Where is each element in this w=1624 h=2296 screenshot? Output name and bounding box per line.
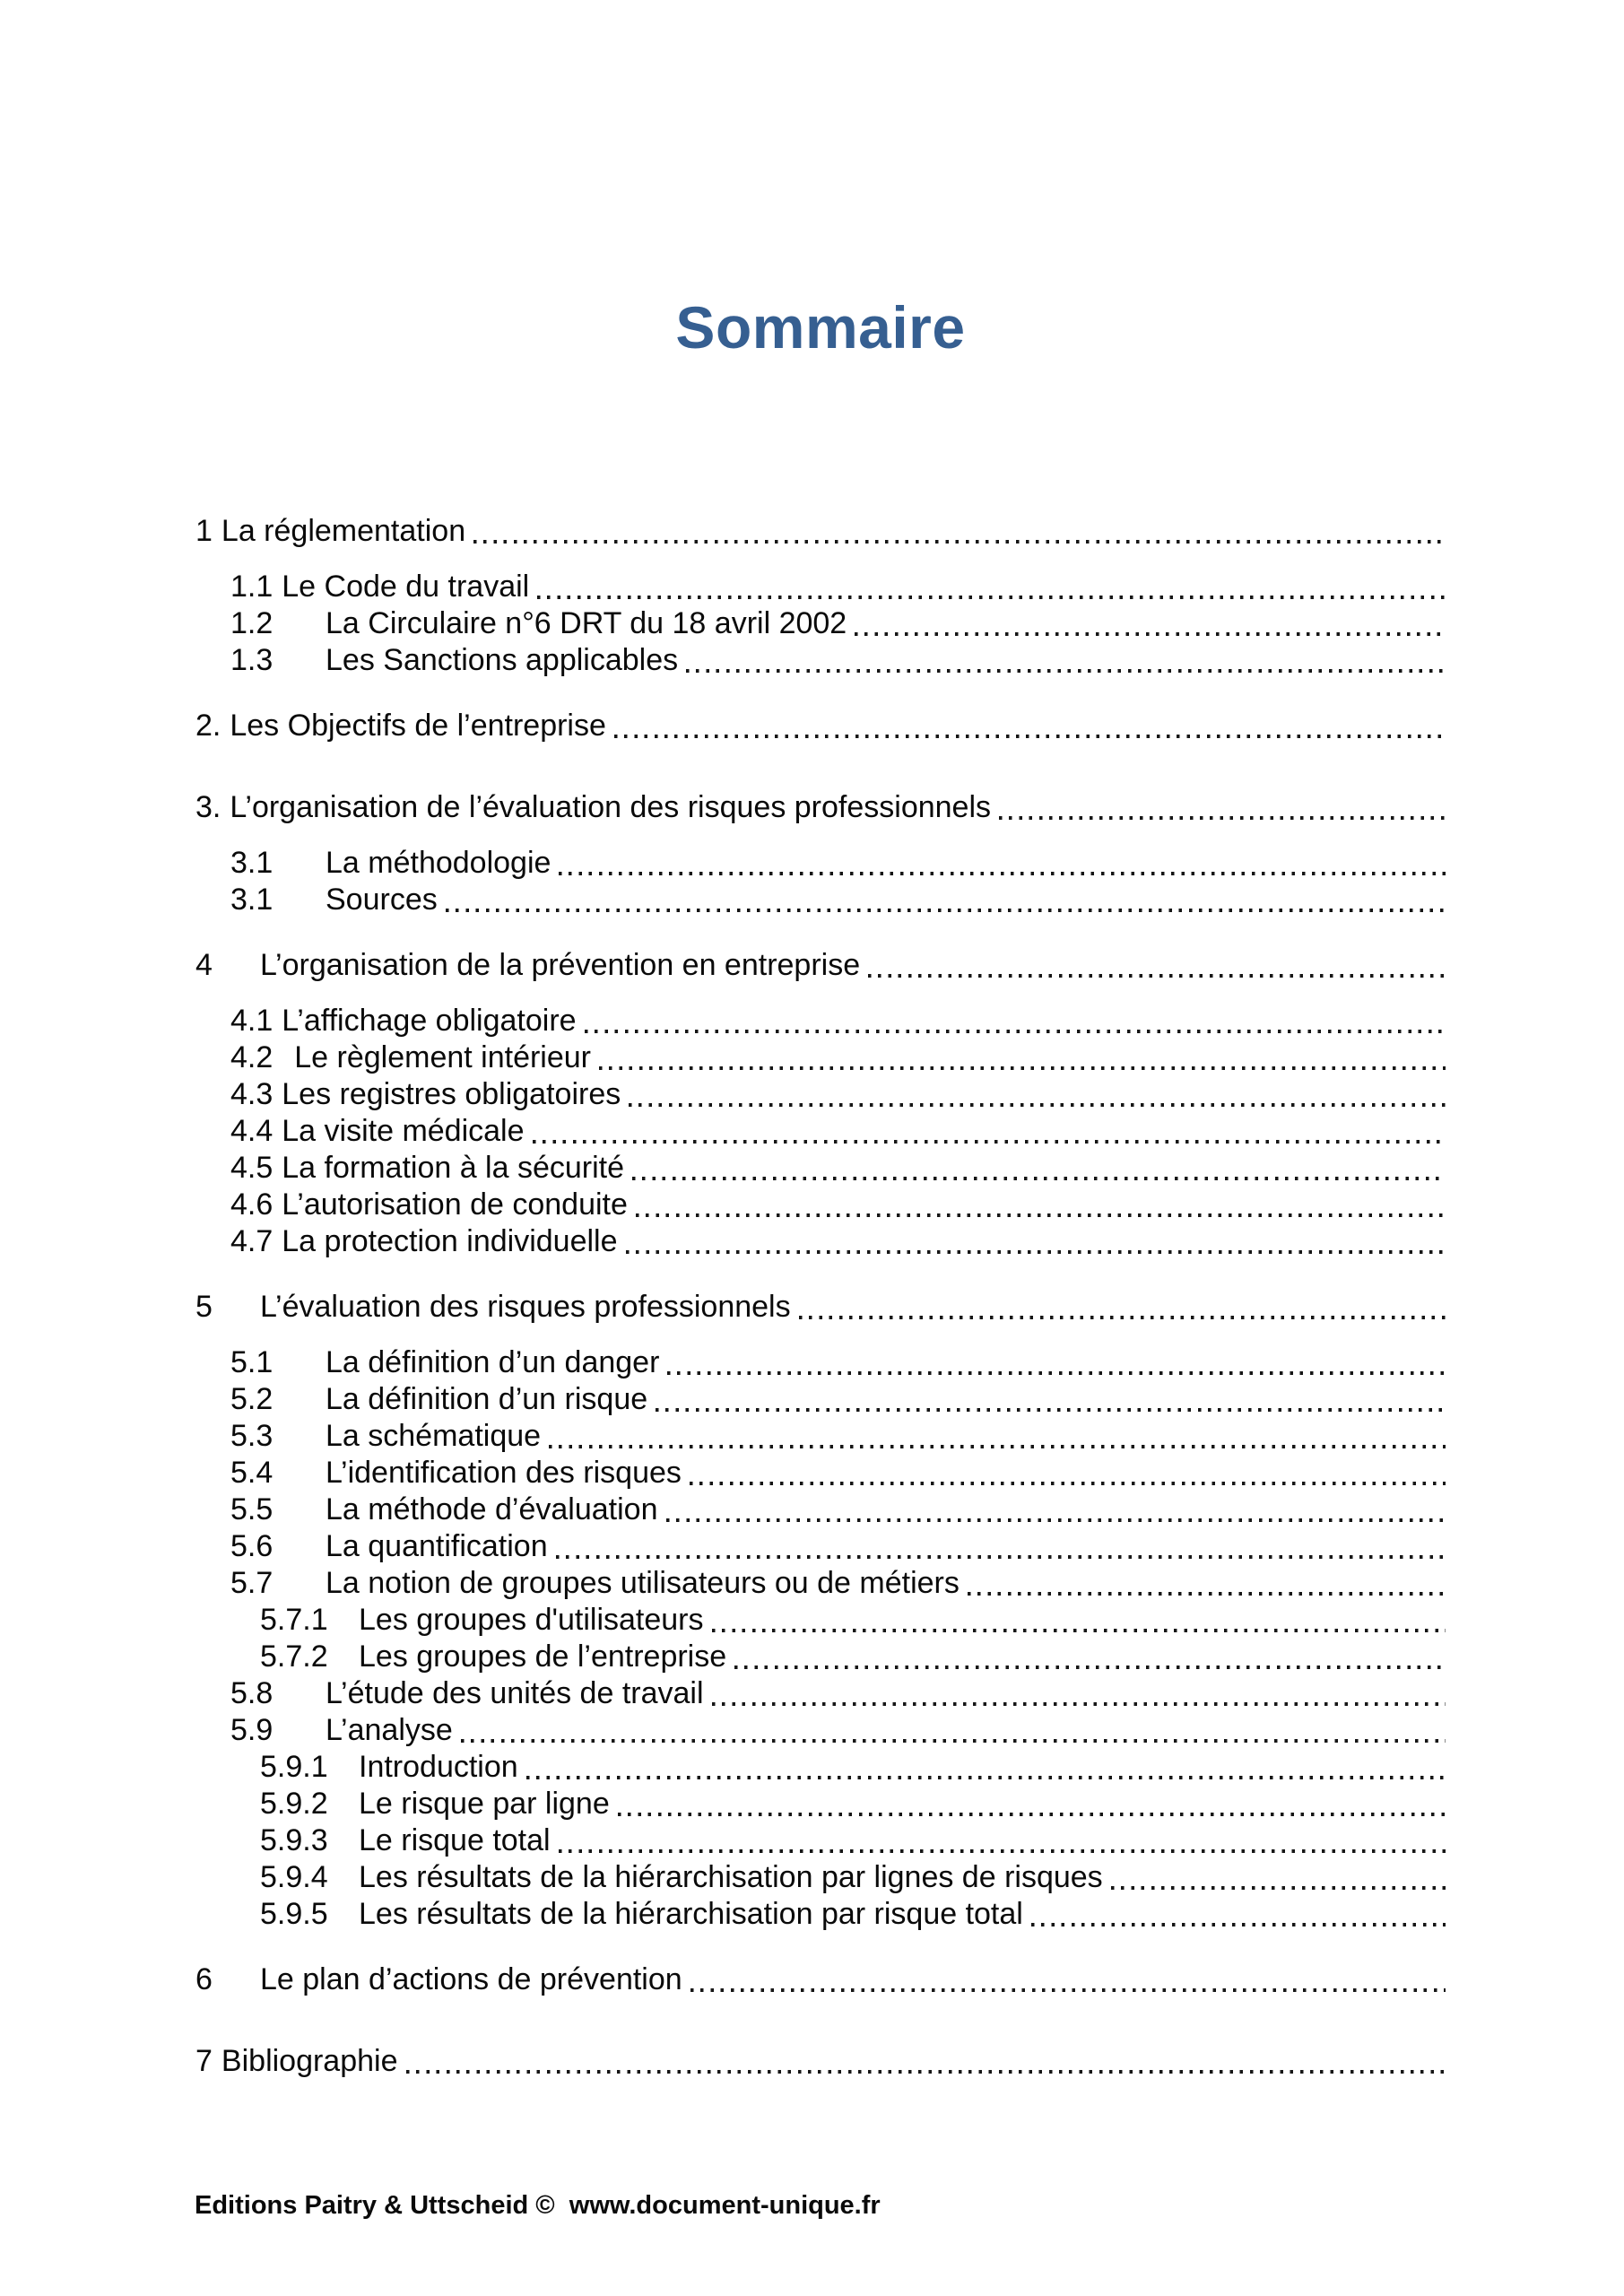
dot-leader <box>533 1140 1446 1144</box>
dot-leader <box>629 1103 1446 1107</box>
toc-entry-label: Les résultats de la hiérarchisation par risque total <box>359 1897 1023 1931</box>
toc-entry-label: La méthodologie <box>326 846 551 880</box>
toc-entry-number: 3.1 <box>230 883 274 917</box>
toc-entry-label: Le Code du travail <box>282 570 530 604</box>
toc-entry-number: 4.4 <box>230 1114 274 1148</box>
dot-leader <box>559 1849 1446 1853</box>
toc-entry-number: 1.2 <box>230 606 274 640</box>
toc-entry <box>195 1896 1446 1933</box>
dot-leader <box>585 1030 1446 1033</box>
toc-entry-label: Les Sanctions applicables <box>326 643 679 677</box>
table-of-contents <box>195 293 1446 2099</box>
toc-entry <box>195 1187 1446 1223</box>
toc-entry <box>195 1786 1446 1822</box>
toc-entry-label: L’affichage obligatoire <box>282 1004 577 1038</box>
toc-entry <box>195 1289 1446 1326</box>
toc-entry-label: L’étude des unités de travail <box>326 1676 704 1710</box>
toc-entry-label: Le règlement intérieur <box>294 1040 592 1074</box>
dot-leader <box>559 872 1446 875</box>
toc-entry-number: 5.9.4 <box>260 1860 328 1894</box>
toc-entry-number: 4.1 <box>230 1004 274 1038</box>
toc-entry <box>195 513 1446 550</box>
toc-entry-label: Les groupes d'utilisateurs <box>359 1603 704 1637</box>
toc-entry-number: 5.9.2 <box>260 1787 328 1821</box>
toc-entry <box>195 1961 1446 1998</box>
toc-entry-number: 4 <box>195 948 213 982</box>
toc-entry-label: Introduction <box>359 1750 518 1784</box>
toc-entry-number: 1 <box>195 514 213 548</box>
footer-text: Editions Paitry & Uttscheid © www.document-unique.fr <box>195 2191 881 2220</box>
toc-entry <box>195 1381 1446 1418</box>
toc-entry <box>195 1602 1446 1639</box>
toc-entry <box>195 1003 1446 1039</box>
dot-leader <box>868 974 1446 978</box>
toc-entry <box>195 1492 1446 1528</box>
toc-entry <box>195 1455 1446 1492</box>
dot-leader <box>999 816 1446 820</box>
toc-entry-label: La schématique <box>326 1419 542 1453</box>
toc-entry-label: Les résultats de la hiérarchisation par lignes de risques <box>359 1860 1103 1894</box>
dot-leader <box>446 909 1446 912</box>
dot-leader <box>406 2070 1446 2074</box>
dot-leader <box>618 1813 1446 1816</box>
toc-entry-label: La méthode d’évaluation <box>326 1492 658 1526</box>
toc-entry <box>195 1113 1446 1150</box>
dot-leader <box>656 1408 1446 1412</box>
dot-leader <box>599 1066 1446 1070</box>
toc-entry-label: Les Objectifs de l’entreprise <box>230 709 606 743</box>
dot-leader <box>632 1177 1446 1180</box>
dot-leader <box>968 1592 1446 1596</box>
toc-entry-number: 5.5 <box>230 1492 274 1526</box>
toc-entry <box>195 845 1446 882</box>
dot-leader <box>799 1316 1446 1319</box>
toc-list <box>195 513 1446 2080</box>
toc-entry-label: Le plan d’actions de prévention <box>260 1962 682 1996</box>
toc-entry-number: 5.7.1 <box>260 1603 328 1637</box>
toc-entry-number: 5.7.2 <box>260 1639 328 1674</box>
dot-leader <box>855 632 1446 636</box>
toc-entry-label: La quantification <box>326 1529 548 1563</box>
toc-entry-number: 4.6 <box>230 1187 274 1222</box>
toc-entry-number: 1.1 <box>230 570 274 604</box>
toc-entry-number: 5.9.5 <box>260 1897 328 1931</box>
dot-leader <box>549 1445 1446 1448</box>
toc-entry <box>195 1712 1446 1749</box>
dot-leader <box>537 596 1446 599</box>
dot-leader <box>1111 1886 1446 1890</box>
toc-entry-number: 5.2 <box>230 1382 274 1416</box>
toc-entry-number: 6 <box>195 1962 213 1996</box>
toc-entry-number: 5.1 <box>230 1345 274 1379</box>
toc-entry-label: La protection individuelle <box>282 1224 618 1258</box>
toc-entry <box>195 1150 1446 1187</box>
dot-leader <box>473 540 1446 544</box>
dot-leader <box>636 1213 1446 1217</box>
toc-entry-number: 5.9.1 <box>260 1750 328 1784</box>
toc-entry <box>195 1344 1446 1381</box>
toc-entry-label: La définition d’un danger <box>326 1345 660 1379</box>
dot-leader <box>686 669 1446 673</box>
dot-leader <box>712 1702 1446 1706</box>
toc-entry <box>195 1749 1446 1786</box>
dot-leader <box>666 1518 1446 1522</box>
toc-entry <box>195 1565 1446 1602</box>
toc-entry-label: L’organisation de la prévention en entreprise <box>260 948 861 982</box>
toc-entry <box>195 1039 1446 1076</box>
dot-leader <box>626 1250 1446 1254</box>
toc-entry <box>195 2043 1446 2080</box>
toc-entry <box>195 1822 1446 1859</box>
toc-entry-label: La notion de groupes utilisateurs ou de métiers <box>326 1566 960 1600</box>
toc-entry-label: La Circulaire n°6 DRT du 18 avril 2002 <box>326 606 847 640</box>
toc-entry-number: 1.3 <box>230 643 274 677</box>
dot-leader <box>526 1776 1446 1779</box>
dot-leader <box>556 1555 1446 1559</box>
toc-entry-label: Sources <box>326 883 438 917</box>
toc-entry <box>195 1859 1446 1896</box>
page-title: Sommaire <box>675 294 966 361</box>
toc-entry <box>195 569 1446 605</box>
toc-entry-label: Les registres obligatoires <box>282 1077 621 1111</box>
toc-entry-label: L’organisation de l’évaluation des risques professionnels <box>230 790 992 824</box>
toc-entry-number: 3.1 <box>230 846 274 880</box>
toc-entry-label: La définition d’un risque <box>326 1382 648 1416</box>
dot-leader <box>690 1482 1446 1485</box>
dot-leader <box>614 735 1446 738</box>
toc-entry <box>195 605 1446 642</box>
toc-entry <box>195 789 1446 826</box>
toc-entry-number: 2. <box>195 709 221 743</box>
toc-entry-label: La visite médicale <box>282 1114 525 1148</box>
toc-entry-number: 5.9.3 <box>260 1823 328 1857</box>
toc-entry <box>195 708 1446 744</box>
toc-entry-number: 5.8 <box>230 1676 274 1710</box>
toc-entry-label: Les groupes de l’entreprise <box>359 1639 727 1674</box>
toc-entry-label: L’autorisation de conduite <box>282 1187 628 1222</box>
toc-entry <box>195 1528 1446 1565</box>
dot-leader <box>712 1629 1446 1632</box>
dot-leader <box>667 1371 1446 1375</box>
toc-entry <box>195 1639 1446 1675</box>
toc-entry-number: 5.6 <box>230 1529 274 1563</box>
toc-entry <box>195 947 1446 984</box>
dot-leader <box>690 1988 1446 1992</box>
dot-leader <box>461 1739 1446 1743</box>
toc-entry-label: La formation à la sécurité <box>282 1151 625 1185</box>
toc-entry-label: L’analyse <box>326 1713 453 1747</box>
toc-entry <box>195 882 1446 918</box>
toc-entry-label: L’évaluation des risques professionnels <box>260 1290 791 1324</box>
toc-entry <box>195 642 1446 679</box>
toc-entry-number: 5.7 <box>230 1566 274 1600</box>
toc-entry-number: 5 <box>195 1290 213 1324</box>
dot-leader <box>734 1665 1446 1669</box>
toc-entry-label: Le risque par ligne <box>359 1787 610 1821</box>
toc-entry <box>195 1076 1446 1113</box>
toc-entry-label: Bibliographie <box>221 2044 398 2078</box>
toc-entry-label: Le risque total <box>359 1823 551 1857</box>
toc-entry-label: L’identification des risques <box>326 1456 682 1490</box>
toc-entry-number: 5.3 <box>230 1419 274 1453</box>
toc-entry-number: 5.4 <box>230 1456 274 1490</box>
toc-entry-number: 4.2 <box>230 1040 274 1074</box>
toc-entry-number: 4.5 <box>230 1151 274 1185</box>
toc-entry <box>195 1418 1446 1455</box>
toc-entry <box>195 1675 1446 1712</box>
toc-entry-number: 4.3 <box>230 1077 274 1111</box>
toc-entry-number: 7 <box>195 2044 213 2078</box>
toc-entry-number: 4.7 <box>230 1224 274 1258</box>
toc-entry-number: 3. <box>195 790 221 824</box>
toc-entry-number: 5.9 <box>230 1713 274 1747</box>
dot-leader <box>1031 1923 1446 1926</box>
toc-entry <box>195 1223 1446 1260</box>
toc-entry-label: La réglementation <box>221 514 466 548</box>
